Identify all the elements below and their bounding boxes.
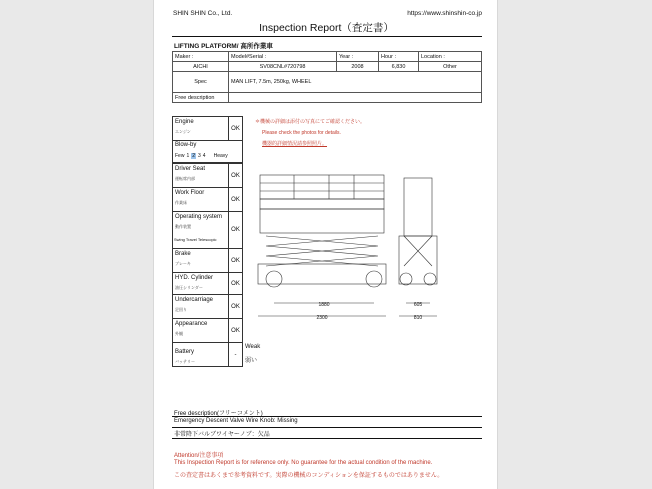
dim-810: 810 — [413, 315, 423, 321]
undercarriage-label-jp: 足回り — [175, 307, 187, 312]
blowby-item — [172, 140, 243, 163]
blowby-level-1: 1 — [186, 153, 190, 159]
front-wheel — [266, 271, 282, 287]
attention-heading: Attention/注意事項 — [174, 453, 224, 459]
title-rule — [172, 36, 482, 37]
driver-seat-label: Driver Seat — [175, 166, 206, 172]
hyd-cylinder-label-jp: 油圧シリンダー — [175, 285, 203, 290]
location-value: Other — [419, 62, 482, 72]
hyd-cylinder-status: OK — [228, 273, 242, 294]
blowby-scale — [175, 153, 228, 159]
maker-value: AICHI — [173, 62, 229, 72]
platform-ext — [260, 209, 384, 233]
brake-status: OK — [228, 249, 242, 272]
blowby-high-label: Heavy — [213, 153, 228, 159]
engine-label: Engine — [175, 119, 194, 125]
operating-system-label: Operating system — [175, 214, 223, 220]
side-view-base — [399, 236, 437, 284]
battery-note-jp: 弱い — [245, 358, 258, 364]
year-label: Year : — [337, 52, 379, 62]
machine-category: LIFTING PLATFORM/ 高所作業車 — [174, 43, 273, 50]
model-label: Model#Serial : — [229, 52, 337, 62]
side-view-rail — [404, 178, 432, 236]
undercarriage-item — [172, 294, 243, 319]
battery-note: Weak — [245, 344, 261, 350]
model-value: SV08CNL#720798 — [229, 62, 337, 72]
engine-status: OK — [228, 117, 242, 140]
hour-label: Hour : — [379, 52, 419, 62]
driver-seat-label-jp: 運転席内部 — [175, 176, 195, 181]
notes-en: Please check the photos for details. — [262, 130, 341, 136]
location-label: Location : — [419, 52, 482, 62]
driver-seat-status: OK — [228, 164, 242, 187]
blowby-level-3: 3 — [198, 153, 201, 159]
free-comment-line-1: Emergency Descent Valve Wire Knob: Missing — [174, 418, 298, 424]
rear-wheel — [366, 271, 382, 287]
driver-seat-item — [172, 163, 243, 188]
report-title: Inspection Report（査定書） — [259, 22, 394, 34]
year-value: 2008 — [337, 62, 379, 72]
mode-travel: Travel — [185, 237, 197, 242]
brake-label-jp: ブレーキ — [175, 261, 191, 266]
battery-item — [172, 342, 243, 367]
attention-text-en: This Inspection Report is for reference only. No guarantee for the actual condition of the machine. — [174, 460, 433, 466]
attention-text-jp: この査定書はあくまで参考資料です。実際の機械のコンディションを保証するものではありません。 — [174, 473, 444, 479]
free-comment-rule-2 — [172, 427, 482, 428]
work-floor-label-jp: 作業床 — [175, 200, 187, 205]
blowby-level-4: 4 — [202, 153, 206, 159]
operating-system-item — [172, 211, 243, 249]
battery-label-jp: バッテリー — [175, 359, 195, 364]
report-sheet — [153, 0, 498, 489]
hour-value: 6,830 — [379, 62, 419, 72]
undercarriage-status: OK — [228, 295, 242, 318]
battery-label: Battery — [175, 349, 195, 355]
blowby-label: Blow-by — [175, 142, 197, 148]
company-url[interactable]: https://www.shinshin-co.jp — [407, 10, 482, 17]
platform-guardrail — [260, 175, 384, 199]
dim-605: 605 — [413, 302, 423, 308]
dim-1880: 1880 — [318, 302, 330, 308]
brake-label: Brake — [175, 251, 191, 257]
engine-item — [172, 116, 243, 141]
free-comment-line-2: 非常降下バルブワイヤーノブ：欠品 — [174, 432, 270, 438]
free-comment-rule-3 — [172, 438, 482, 439]
notes-jp: ＊機械の詳細は添付の写真にてご確認ください。 — [255, 119, 366, 125]
machine-drawing — [254, 166, 444, 326]
free-comment-heading: Free description(フリーコメント) — [174, 411, 263, 417]
mode-telescopic: Telescopic — [197, 237, 217, 242]
operating-system-status: OK — [228, 212, 242, 248]
mode-swing: Swing — [174, 237, 185, 242]
appearance-label-jp: 外観 — [175, 331, 183, 336]
maker-label: Maker : — [173, 52, 229, 62]
platform-deck — [260, 199, 384, 209]
work-floor-item — [172, 187, 243, 212]
brake-item — [172, 248, 243, 273]
work-floor-label: Work Floor — [175, 190, 205, 196]
dim-2300: 2300 — [316, 315, 328, 321]
hyd-cylinder-item — [172, 272, 243, 295]
operating-modes — [174, 237, 217, 242]
free-comment-rule-1 — [172, 416, 482, 417]
spec-label: Spec — [173, 72, 229, 93]
work-floor-status: OK — [228, 188, 242, 211]
operating-system-label-jp: 動作装置 — [175, 224, 191, 229]
appearance-status: OK — [228, 319, 242, 342]
free-description-label: Free description — [173, 93, 229, 103]
engine-label-jp: エンジン — [175, 129, 191, 134]
scissor-stack — [266, 236, 378, 266]
blowby-level-2-selected: 2 — [192, 153, 196, 159]
blowby-low-label: Few — [175, 153, 185, 159]
notes-cn: 機器的詳細情況請参照照片。 — [262, 141, 328, 147]
battery-status: - — [228, 343, 242, 366]
free-description-value — [229, 93, 482, 103]
hyd-cylinder-label: HYD. Cylinder — [175, 275, 214, 281]
appearance-label: Appearance — [175, 321, 208, 327]
company-name: SHIN SHIN Co., Ltd. — [173, 10, 233, 17]
appearance-item — [172, 318, 243, 343]
spec-value: MAN LIFT, 7.5m, 250kg, WHEEL — [229, 72, 482, 93]
chassis — [258, 264, 386, 284]
undercarriage-label: Undercarriage — [175, 297, 214, 303]
machine-info-table — [172, 51, 482, 103]
